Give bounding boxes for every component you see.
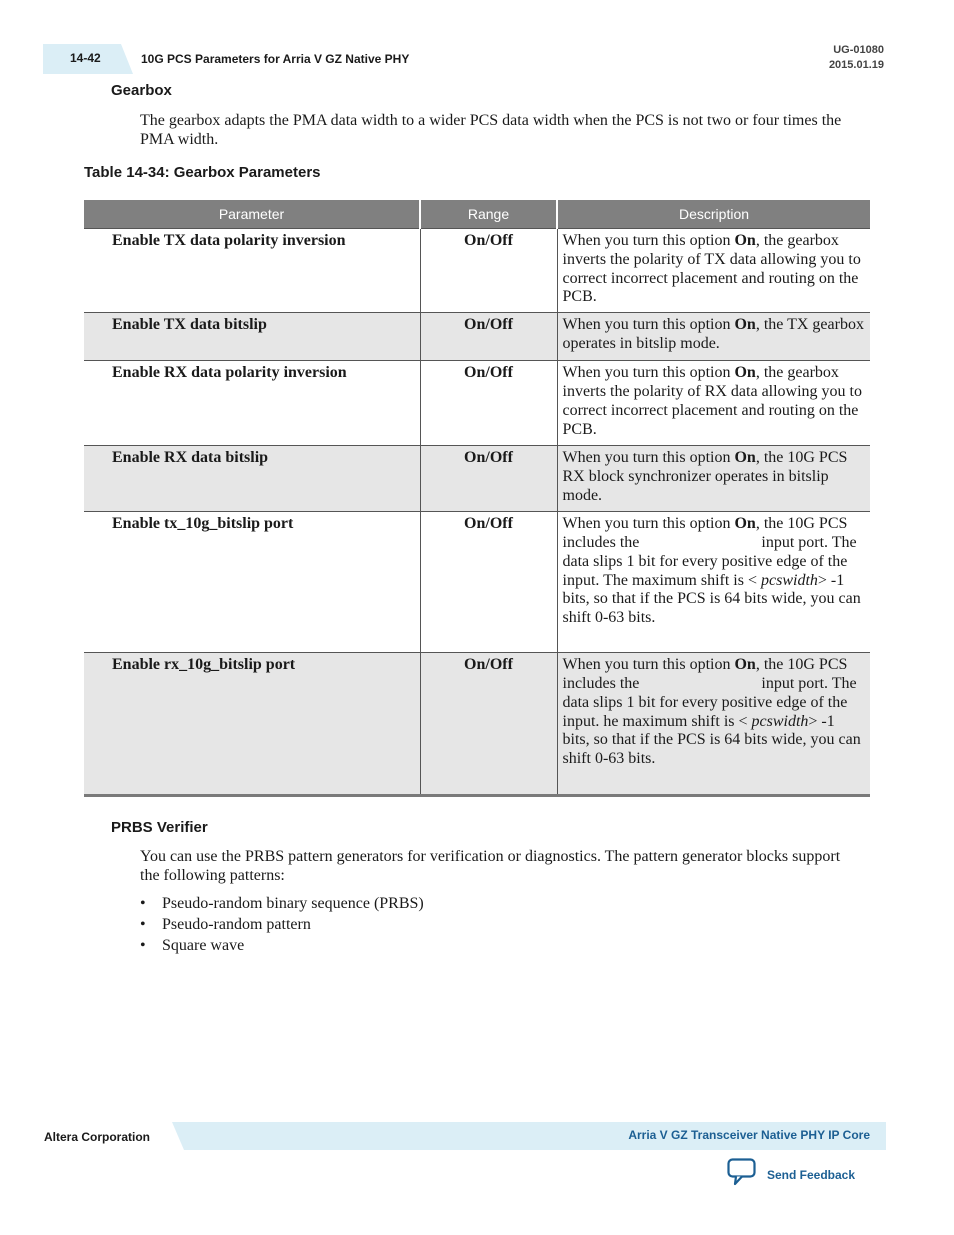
document-number: UG-01080 bbox=[833, 44, 884, 56]
range-cell: On/Off bbox=[420, 229, 557, 313]
range-cell: On/Off bbox=[420, 512, 557, 653]
prbs-verifier-heading: PRBS Verifier bbox=[111, 819, 208, 836]
parameter-cell: Enable TX data bitslip bbox=[84, 313, 420, 361]
parameter-cell: Enable tx_10g_bitslip port bbox=[84, 512, 420, 653]
table-row bbox=[84, 512, 870, 653]
range-cell: On/Off bbox=[420, 361, 557, 446]
table-row bbox=[84, 361, 870, 446]
send-feedback-label: Send Feedback bbox=[767, 1167, 856, 1182]
prbs-intro: You can use the PRBS pattern generators for verification or diagnostics. The pattern generator blocks support the following patterns: bbox=[140, 848, 841, 884]
range-cell: On/Off bbox=[420, 446, 557, 512]
document-date: 2015.01.19 bbox=[828, 59, 884, 71]
parameter-cell: Enable TX data polarity inversion bbox=[84, 229, 420, 313]
gearbox-parameters-table bbox=[84, 200, 870, 797]
list-item: • Square wave bbox=[140, 935, 424, 956]
table-row bbox=[84, 653, 870, 796]
gearbox-heading: Gearbox bbox=[111, 82, 172, 99]
description-cell: When you turn this option On, the 10G PCS includes the input port. The data slips 1 bit for every positive edge of the input. he maximum shift is < pcswidth> -1 bits, so that if the PCS is 64 bits wide, you can shift 0-63 bits. bbox=[557, 653, 870, 796]
range-cell: On/Off bbox=[420, 313, 557, 361]
list-item: • Pseudo-random binary sequence (PRBS) bbox=[140, 893, 424, 914]
description-cell: When you turn this option On, the 10G PCS includes the input port. The data slips 1 bit for every positive edge of the input. The maximum shift is < pcswidth> -1 bits, so that if the PCS is 64 bits wide, you can shift 0-63 bits. bbox=[557, 512, 870, 653]
footer-document-title[interactable]: Arria V GZ Transceiver Native PHY IP Core bbox=[628, 1128, 870, 1142]
speech-bubble-icon bbox=[727, 1158, 757, 1191]
document-id bbox=[829, 43, 884, 73]
table-row bbox=[84, 446, 870, 512]
description-cell: When you turn this option On, the gearbox inverts the polarity of RX data allowing you to correct incorrect placement and routing on the PCB. bbox=[557, 361, 870, 446]
table-row bbox=[84, 229, 870, 313]
pattern-list bbox=[140, 893, 424, 956]
column-header-parameter: Parameter bbox=[84, 200, 420, 229]
list-item: • Pseudo-random pattern bbox=[140, 914, 424, 935]
description-cell: When you turn this option On, the 10G PCS RX block synchronizer operates in bitslip mode. bbox=[557, 446, 870, 512]
description-cell: When you turn this option On, the gearbox inverts the polarity of TX data allowing you to correct incorrect placement and routing on the PCB. bbox=[557, 229, 870, 313]
column-header-range: Range bbox=[420, 200, 557, 229]
range-cell: On/Off bbox=[420, 653, 557, 796]
parameter-cell: Enable rx_10g_bitslip port bbox=[84, 653, 420, 796]
footer-company: Altera Corporation bbox=[44, 1130, 151, 1144]
table-header-row bbox=[84, 200, 870, 229]
parameter-cell: Enable RX data bitslip bbox=[84, 446, 420, 512]
parameter-cell: Enable RX data polarity inversion bbox=[84, 361, 420, 446]
description-cell: When you turn this option On, the TX gearbox operates in bitslip mode. bbox=[557, 313, 870, 361]
table-row bbox=[84, 313, 870, 361]
table-caption: Table 14-34: Gearbox Parameters bbox=[84, 164, 321, 181]
send-feedback-link[interactable] bbox=[727, 1158, 855, 1191]
page-number: 14-42 bbox=[70, 51, 101, 65]
column-header-description: Description bbox=[557, 200, 870, 229]
running-header-title: 10G PCS Parameters for Arria V GZ Native PHY bbox=[141, 52, 410, 66]
gearbox-intro: The gearbox adapts the PMA data width to a wider PCS data width when the PCS is not two or four times the PMA width. bbox=[140, 112, 842, 148]
